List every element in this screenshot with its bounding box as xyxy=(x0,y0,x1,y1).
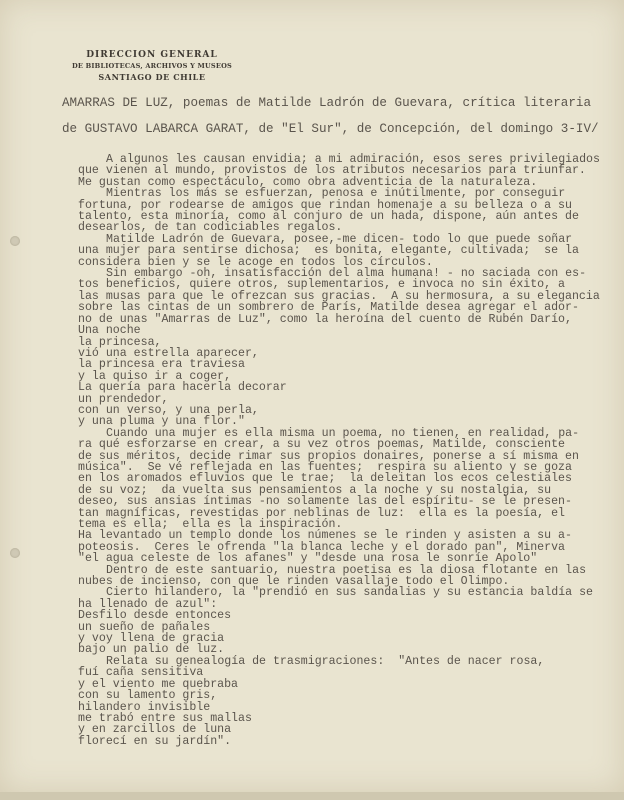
body-line: las musas para que le ofrezcan sus gracias. A su hermosura, a su elegancia xyxy=(78,289,600,303)
body-line: la princesa era traviesa xyxy=(78,358,245,372)
body-line: poteosis. Ceres le ofrenda "la blanca leche y el dorado pan", Minerva xyxy=(78,540,566,554)
body-line: nubes de incienso, con que le rinden vasallaje todo el Olimpo. xyxy=(78,575,510,589)
body-line: con un verso, y una perla, xyxy=(78,403,259,417)
body-line: Una noche xyxy=(78,324,141,338)
body-line: de sus méritos, decide rimar sus propios donaires, ponerse a sí misma en xyxy=(78,449,579,463)
body-line: tan magníficas, revestidas por neblinas de luz: ella es la poesía, el xyxy=(78,506,566,520)
body-line: que vienen al mundo, provistos de los atributos necesarios para triunfar. xyxy=(78,164,586,178)
body-line: y el viento me quebraba xyxy=(78,677,239,691)
body-line: Cierto hilandero, la "prendió en sus sandalias y su estancia baldía se xyxy=(106,586,594,600)
body-line: ha llenado de azul": xyxy=(78,597,218,611)
body-line: talento, esta minoría, como al conjuro de un hada, dispone, aún antes de xyxy=(78,210,579,224)
body-line: "el agua celeste de los afanes" y "desde una rosa le sonríe Apolo" xyxy=(78,552,538,566)
body-line: en los aromados efluvios que le trae; la deleitan los ecos celestiales xyxy=(78,472,572,486)
body-line: fuí caña sensitiva xyxy=(78,666,204,680)
body-line: Cuando una mujer es ella misma un poema, no tienen, en realidad, pa- xyxy=(106,426,580,440)
body-line: fortuna, por rodearse de amigos que rindan homenaje a su belleza o a su xyxy=(78,198,572,212)
body-line: La quería para hacerla decorar xyxy=(78,381,287,395)
body-line: Matilde Ladrón de Guevara, posee,-me dicen- todo lo que puede soñar xyxy=(106,232,573,246)
body-line: me trabó entre sus mallas xyxy=(78,711,252,725)
body-line: un sueño de pañales xyxy=(78,620,211,634)
body-line: Sin embargo -oh, insatisfacción del alma humana! - no saciada con es- xyxy=(106,267,587,281)
document-title-line: AMARRAS DE LUZ, poemas de Matilde Ladrón de Guevara, crítica literaria xyxy=(62,96,592,110)
punch-hole xyxy=(10,548,20,558)
body-line: Dentro de este santuario, nuestra poetisa es la diosa flotante en las xyxy=(106,563,587,577)
letterhead xyxy=(62,50,242,83)
body-line: una mujer para sentirse dichosa; es bonita, elegante, cultivada; se la xyxy=(78,244,579,258)
body-line: Desfilo desde entonces xyxy=(78,609,232,623)
body-line: y una pluma y una flor." xyxy=(78,415,245,429)
letterhead-line: DIRECCION GENERAL xyxy=(86,50,218,60)
body-line: Me gustan como espectáculo, como obra adventicia de la naturaleza. xyxy=(78,175,538,189)
body-line: de su voz; da vuelta sus pensamientos a la noche y su nostalgia, su xyxy=(78,483,552,497)
body-line: vió una estrella aparecer, xyxy=(78,346,259,360)
body-line: deseo, sus ansias íntimas -no solamente las del espíritu- se le presen- xyxy=(78,495,572,509)
body-line: florecí en su jardín". xyxy=(78,734,232,748)
document-body xyxy=(78,154,600,747)
body-line: desearlos, de tan codiciables regalos. xyxy=(78,221,343,235)
body-line: con su lamento gris, xyxy=(78,689,218,703)
body-line: hilandero invisible xyxy=(78,700,211,714)
page-bottom-edge xyxy=(0,792,624,800)
body-line: A algunos les causan envidia; a mi admiración, esos seres privilegiados xyxy=(106,153,600,166)
body-line: y voy llena de gracia xyxy=(78,632,225,646)
body-line: bajo un palio de luz. xyxy=(78,643,225,657)
document-title-line: de GUSTAVO LABARCA GARAT, de "El Sur", de Concepción, del domingo 3-IV/ xyxy=(62,122,599,136)
body-line: un prendedor, xyxy=(78,392,169,406)
body-line: sobre las cintas de un sombrero de París, Matilde desea agregar el ador- xyxy=(78,301,579,315)
body-line: no de unas "Amarras de Luz", como la heroína del cuento de Rubén Darío, xyxy=(78,312,572,326)
body-line: Ha levantado un templo donde los númenes se le rinden y asisten a su a- xyxy=(78,529,572,543)
body-line: música". Se vé reflejada en las fuentes; respira su aliento y se goza xyxy=(78,460,572,474)
punch-hole xyxy=(10,236,20,246)
body-line: la princesa, xyxy=(78,335,162,349)
body-line: Mientras los más se esfuerzan, penosa e inútilmente, por conseguir xyxy=(106,187,566,201)
body-line: tema es ella; ella es la inspiración. xyxy=(78,518,343,531)
letterhead-line: SANTIAGO DE CHILE xyxy=(98,72,206,82)
body-line: considera bien y se le acoge en todos los círculos. xyxy=(78,255,433,269)
body-line: y la quiso ir a coger, xyxy=(78,369,232,383)
body-line: tos beneficios, quiere otros, suplementarios, e invoca no sin éxito, a xyxy=(78,278,566,292)
letterhead-line: DE BIBLIOTECAS, ARCHIVOS Y MUSEOS xyxy=(71,62,233,70)
body-line: Relata su genealogía de trasmigraciones: "Antes de nacer rosa, xyxy=(106,654,545,668)
body-line: y en zarcillos de luna xyxy=(78,723,232,737)
body-line: ra qué esforzarse en crear, a su vez otros poemas, Matilde, consciente xyxy=(78,438,566,452)
